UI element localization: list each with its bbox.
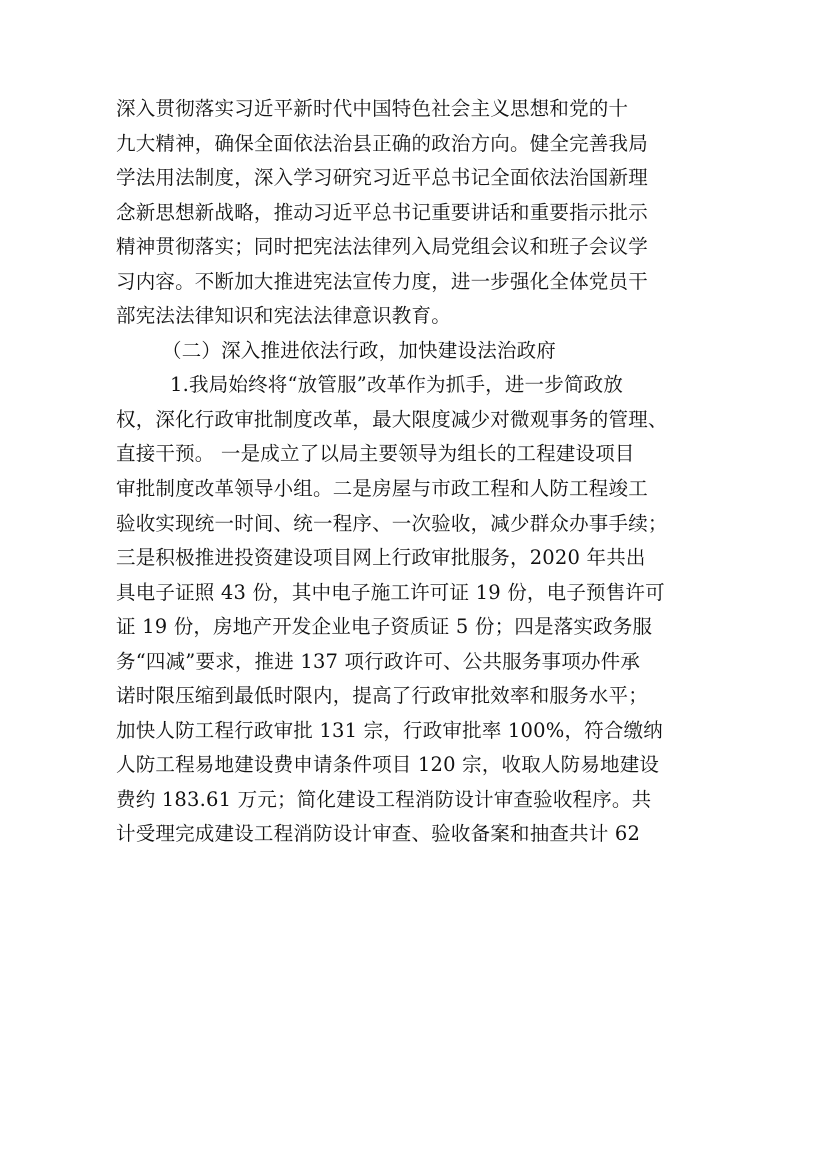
paragraph-first-line: 1.我局始终将“放管服”改革作为抓手，进一步简政放 <box>170 373 624 397</box>
body-line: 九大精神，确保全面依法治县正确的政治方向。健全完善我局 <box>116 131 648 155</box>
body-line: 直接干预。 一是成立了以局主要领导为组长的工程建设项目 <box>116 442 635 466</box>
body-line: 习内容。不断加大推进宪法宣传力度，进一步强化全体党员干 <box>116 269 648 293</box>
body-line: 学法用法制度，深入学习研究习近平总书记全面依法治国新理 <box>116 166 648 190</box>
body-line: 精神贯彻落实；同时把宪法法律列入局党组会议和班子会议学 <box>116 235 648 259</box>
body-line: 念新思想新战略，推动习近平总书记重要讲话和重要指示批示 <box>116 200 648 224</box>
body-line: 加快人防工程行政审批 131 宗，行政审批率 100%，符合缴纳 <box>116 718 663 742</box>
body-line: 具电子证照 43 份，其中电子施工许可证 19 份，电子预售许可 <box>116 580 665 604</box>
body-line: 人防工程易地建设费申请条件项目 120 宗，收取人防易地建设 <box>116 753 660 777</box>
body-line: 计受理完成建设工程消防设计审查、验收备案和抽查共计 62 <box>116 822 641 846</box>
document-body <box>116 92 716 852</box>
body-line: 审批制度改革领导小组。二是房屋与市政工程和人防工程竣工 <box>116 477 648 501</box>
body-line: 部宪法法律知识和宪法法律意识教育。 <box>116 304 451 328</box>
section-heading: （二）深入推进依法行政，加快建设法治政府 <box>162 338 557 362</box>
body-line: 务“四减”要求，推进 137 项行政许可、公共服务事项办件承 <box>116 649 641 673</box>
body-line: 三是积极推进投资建设项目网上行政审批服务，2020 年共出 <box>116 546 646 570</box>
body-line: 深入贯彻落实习近平新时代中国特色社会主义思想和党的十 <box>116 97 629 120</box>
body-line: 费约 183.61 万元；简化建设工程消防设计审查验收程序。共 <box>116 787 652 811</box>
body-line: 验收实现统一时间、统一程序、一次验收，减少群众办事手续； <box>116 511 668 535</box>
body-line: 证 19 份，房地产开发企业电子资质证 5 份；四是落实政务服 <box>116 615 653 639</box>
body-line: 诺时限压缩到最低时限内，提高了行政审批效率和服务水平； <box>116 684 648 708</box>
body-line: 权，深化行政审批制度改革，最大限度减少对微观事务的管理、 <box>116 407 668 431</box>
